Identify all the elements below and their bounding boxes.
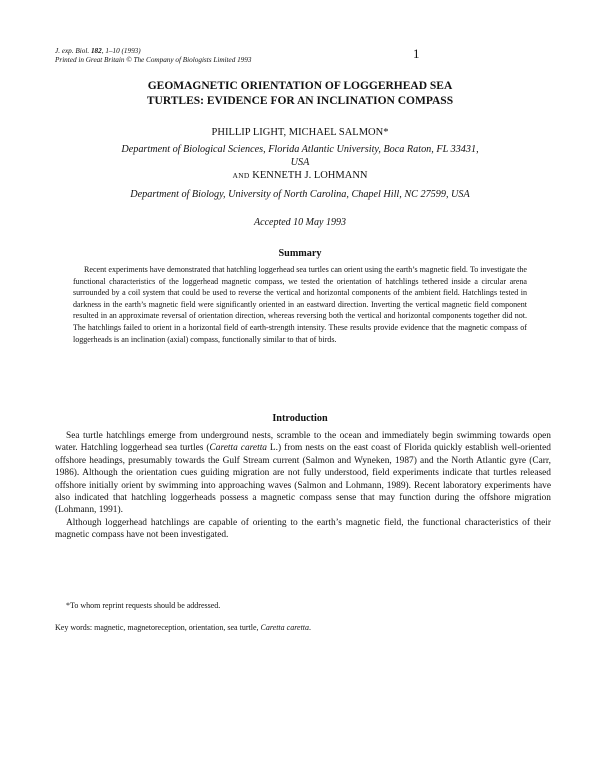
- accepted-date: Accepted 10 May 1993: [254, 217, 346, 228]
- keywords: Key words: magnetic, magnetoreception, orientation, sea turtle, Caretta caretta.: [55, 623, 312, 632]
- affiliation-1: Department of Biological Sciences, Florida Atlantic University, Boca Raton, FL 33431, USA: [121, 144, 479, 168]
- intro-paragraph-2: Although loggerhead hatchlings are capable of orienting to the earth’s magnetic field, the functional characteristics of their magnetic compass have not been investigated.: [55, 517, 551, 541]
- journal-citation: J. exp. Biol. 182, 1–10 (1993): [55, 47, 141, 55]
- introduction-heading: Introduction: [272, 413, 328, 424]
- affiliation-2: Department of Biology, University of North Carolina, Chapel Hill, NC 27599, USA: [130, 189, 470, 200]
- summary-heading: Summary: [278, 248, 322, 259]
- species-name: Caretta caretta: [209, 443, 267, 454]
- journal-header: [55, 47, 251, 65]
- introduction-body: [55, 430, 551, 542]
- paper-title: [40, 79, 560, 109]
- summary-text: Recent experiments have demonstrated that hatchling loggerhead sea turtles can orient using the earth’s magnetic field. To investigate the functional characteristics of the loggerhead magnetic compass, we tested the orientation of hatchlings tethered inside a circular arena surrounded by a coil system that could be used to reverse the vertical and horizontal components of the ambient field. Hatchlings tested in darkness in the earth’s magnetic field were significantly oriented in an eastward direction. Inverting the vertical magnetic field component resulted in an approximate reversal of orientation direction, whereas reversing both the vertical and horizontal components together did not. The hatchlings failed to orient in a horizontal field of earth-strength intensity. These results provide evidence that the magnetic compass of loggerheads is an inclination (axial) compass, functionally similar to that of birds.: [73, 265, 527, 344]
- page-number: 1: [413, 46, 420, 61]
- author-2: KENNETH J. LOHMANN: [252, 170, 368, 181]
- title-line-1: GEOMAGNETIC ORIENTATION OF LOGGERHEAD SEA: [147, 80, 453, 92]
- second-author-line: [40, 170, 560, 181]
- and-word: AND: [232, 171, 250, 180]
- footnote: *To whom reprint requests should be addressed.: [66, 601, 221, 610]
- volume-number: 182: [90, 47, 102, 55]
- keywords-species: Caretta caretta: [260, 623, 310, 632]
- intro-paragraph-1: Sea turtle hatchlings emerge from underground nests, scramble to the ocean and immediately begin swimming towards open water. Hatchling loggerhead sea turtles (Caretta caretta L.) from nests on the east coast of Florida quickly establish well-oriented offshore headings, presumably towards the Gulf Stream current (Salmon and Wyneken, 1987) and the North Atlantic gyre (Carr, 1986). Although the orientation cues guiding migration are not fully understood, field experiments indicate that turtles released offshore initially orient by swimming into approaching waves (Salmon and Lohmann, 1989). Recent laboratory experiments have also indicated that hatchling loggerheads possess a magnetic compass sense that may function during the offshore migration (Lohmann, 1991).: [55, 431, 551, 516]
- title-line-2: TURTLES: EVIDENCE FOR AN INCLINATION COMPASS: [146, 95, 454, 107]
- authors: PHILLIP LIGHT, MICHAEL SALMON*: [211, 127, 389, 138]
- printed-line: Printed in Great Britain © The Company of Biologists Limited 1993: [55, 56, 252, 64]
